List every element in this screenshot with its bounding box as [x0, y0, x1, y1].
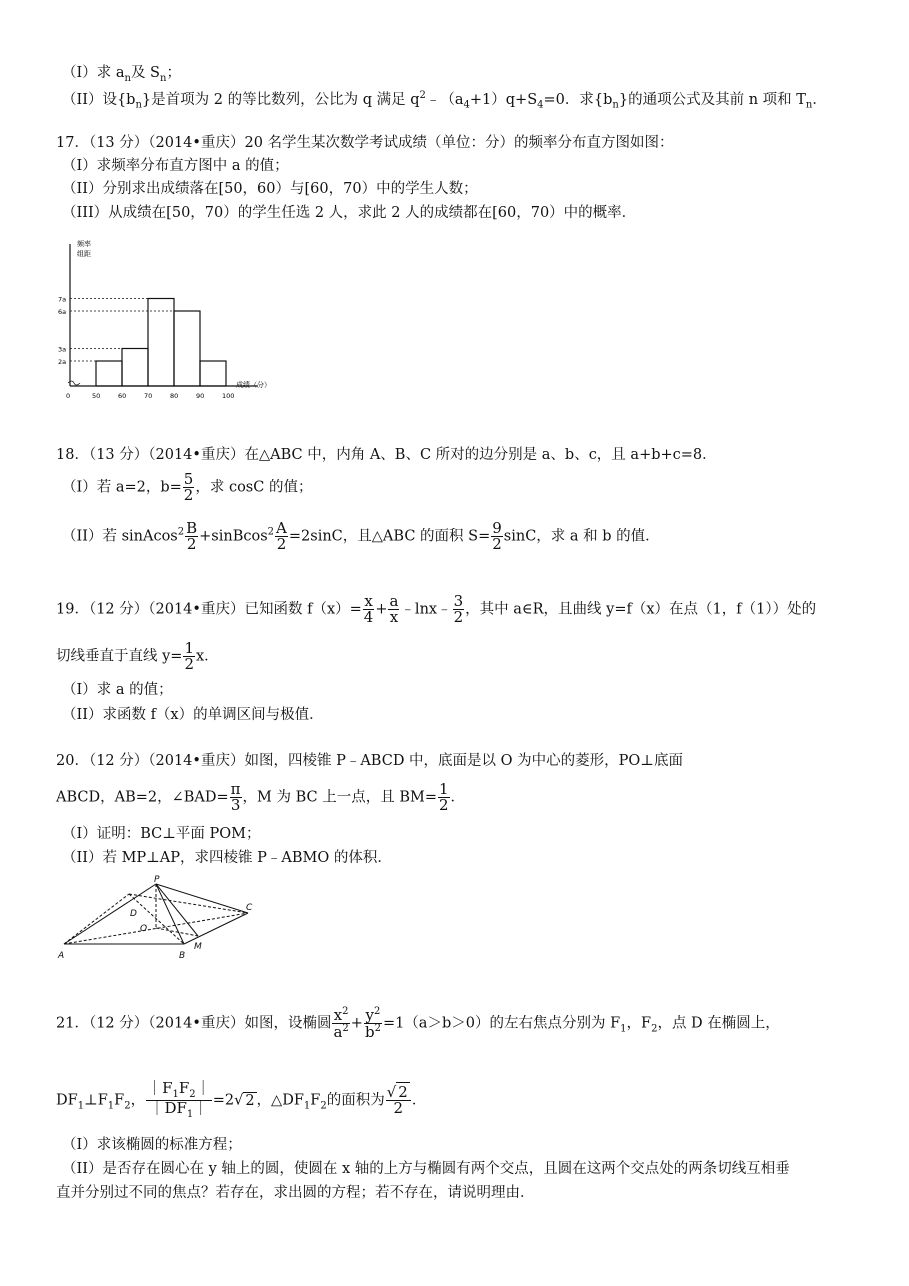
p17-question-1: （I）求频率分布直方图中 a 的值；	[62, 158, 289, 174]
p21-line-2: $DF_1\perp F_1F_2$， $\frac{|F_1F_2|}{|DF_1|}$ =2√ 2 ，$\triangle DF_1F_2$的面积为 $\frac{√ 2}{2}$ ．	[56, 1079, 427, 1120]
histogram-bar	[200, 361, 226, 386]
y-axis-label-top: 频率	[77, 240, 91, 248]
histogram-bar	[122, 349, 148, 387]
p18-heading: 18．（13 分）（2014•重庆）在△ABC 中，内角 A、B、C 所对的边分别是 a、b、c，且 a+b+c=8．	[56, 447, 717, 463]
label-M: M	[194, 942, 202, 952]
p21-question-2a: （II）是否存在圆心在 y 轴上的圆，使圆在 x 轴的上方与椭圆有两个交点，且圆在这两个交点处的两条切线互相垂	[62, 1161, 790, 1177]
histogram-bar	[148, 299, 174, 387]
p21-question-2b: 直并分别过不同的焦点？若存在，求出圆的方程；若不存在，请说明理由．	[56, 1185, 535, 1201]
p21-question-1: （I）求该椭圆的标准方程；	[62, 1137, 242, 1153]
y-tick-label: 7a	[58, 295, 67, 304]
x-axis-label: 成绩（分）	[236, 381, 271, 389]
label-A: A	[58, 951, 65, 961]
p18-question-2: （II）若 sinAcos$^2$ $\frac{B}{2}$ +sinBcos$^2$ $\frac{A}{2}$ =2sinC，且△ABC 的面积 S= $\frac{9}{2}$ sinC，求 a 和 b 的值．	[62, 519, 660, 553]
p16-part2: （II）设$\{b_n\}$是首项为 2 的等比数列，公比为 q 满足 $q^2﹣(a_4+1)q+S_4=0$．求$\{b_n\}$的通项公式及其前 n 项和 $T_n$．	[62, 90, 827, 111]
p16-part1: （I）求 $a_n$及 $S_n$；	[62, 65, 181, 84]
p20-question-2: （II）若 MP⊥AP，求四棱锥 P﹣ABMO 的体积．	[62, 850, 392, 866]
x-tick-label: 60	[118, 392, 127, 400]
y-tick-label: 2a	[58, 358, 67, 366]
p17-question-3: （III）从成绩在[50，70）的学生任选 2 人，求此 2 人的成绩都在[60，70）中的概率．	[62, 205, 637, 221]
y-tick-label: 3a	[58, 345, 67, 354]
p17-question-2: （II）分别求出成绩落在[50，60）与[60，70）中的学生人数；	[62, 181, 478, 197]
label-P: P	[154, 875, 160, 885]
x-tick-label: 80	[170, 392, 179, 400]
label-B: B	[179, 951, 186, 961]
label-C: C	[246, 903, 253, 913]
x-tick-label: 70	[144, 392, 153, 400]
y-axis-label-bottom: 组距	[77, 250, 91, 258]
p20-question-1: （I）证明：BC⊥平面 POM；	[62, 826, 261, 842]
p19-question-2: （II）求函数 f（x）的单调区间与极值．	[62, 707, 324, 723]
ratio-fraction: $\frac{|F_1F_2|}{|DF_1|}$	[147, 1079, 211, 1120]
p21-heading: 21．（12 分）（2014•重庆）如图，设椭圆 $\frac{x^2}{a^2}$ + $\frac{y^2}{b^2}$ =1（a＞b＞0）的左右焦点分别为 $F_1$，$F_2$，点 D 在椭圆上，	[56, 1006, 780, 1041]
p20-heading: 20．（12 分）（2014•重庆）如图，四棱锥 P﹣ABCD 中，底面是以 O 为中心的菱形，PO⊥底面	[56, 753, 683, 769]
label-O: O	[140, 924, 148, 934]
x-tick-label: 50	[92, 392, 101, 400]
p19-heading: 19．（12 分）（2014•重庆）已知函数 f（x）= $\frac{x}{4}$ + $\frac{a}{x}$ ﹣lnx﹣ $\frac{3}{2}$ ，其中 a∈R，且曲线 y=f（x）在点（1，f（1））处的	[56, 592, 817, 626]
p19-question-1: （I）求 a 的值；	[62, 682, 173, 698]
histogram-bar	[96, 361, 122, 386]
p18-question-1: （I）若 a=2，b= $\frac{5}{2}$ ，求 cosC 的值；	[62, 470, 313, 504]
histogram-bar	[174, 311, 200, 386]
x-tick-label: 0	[66, 392, 71, 400]
pyramid-figure	[56, 876, 256, 964]
p20-line-2: ABCD，AB=2，∠BAD= $\frac{\pi}{3}$ ，M 为 BC 上一点，且 BM= $\frac{1}{2}$ ．	[56, 780, 466, 814]
p17-heading: 17．（13 分）（2014•重庆）20 名学生某次数学考试成绩（单位：分）的频率分布直方图如图：	[56, 135, 674, 151]
x-tick-label: 100	[222, 392, 235, 400]
p19-line-2: 切线垂直于直线 y= $\frac{1}{2}$ x．	[56, 639, 219, 673]
frequency-histogram	[56, 236, 271, 408]
x-tick-label: 90	[196, 392, 205, 400]
y-tick-label: 6a	[58, 308, 67, 316]
fraction-5-2: $\frac{5}{2}$	[183, 470, 194, 504]
label-D: D	[130, 909, 137, 919]
